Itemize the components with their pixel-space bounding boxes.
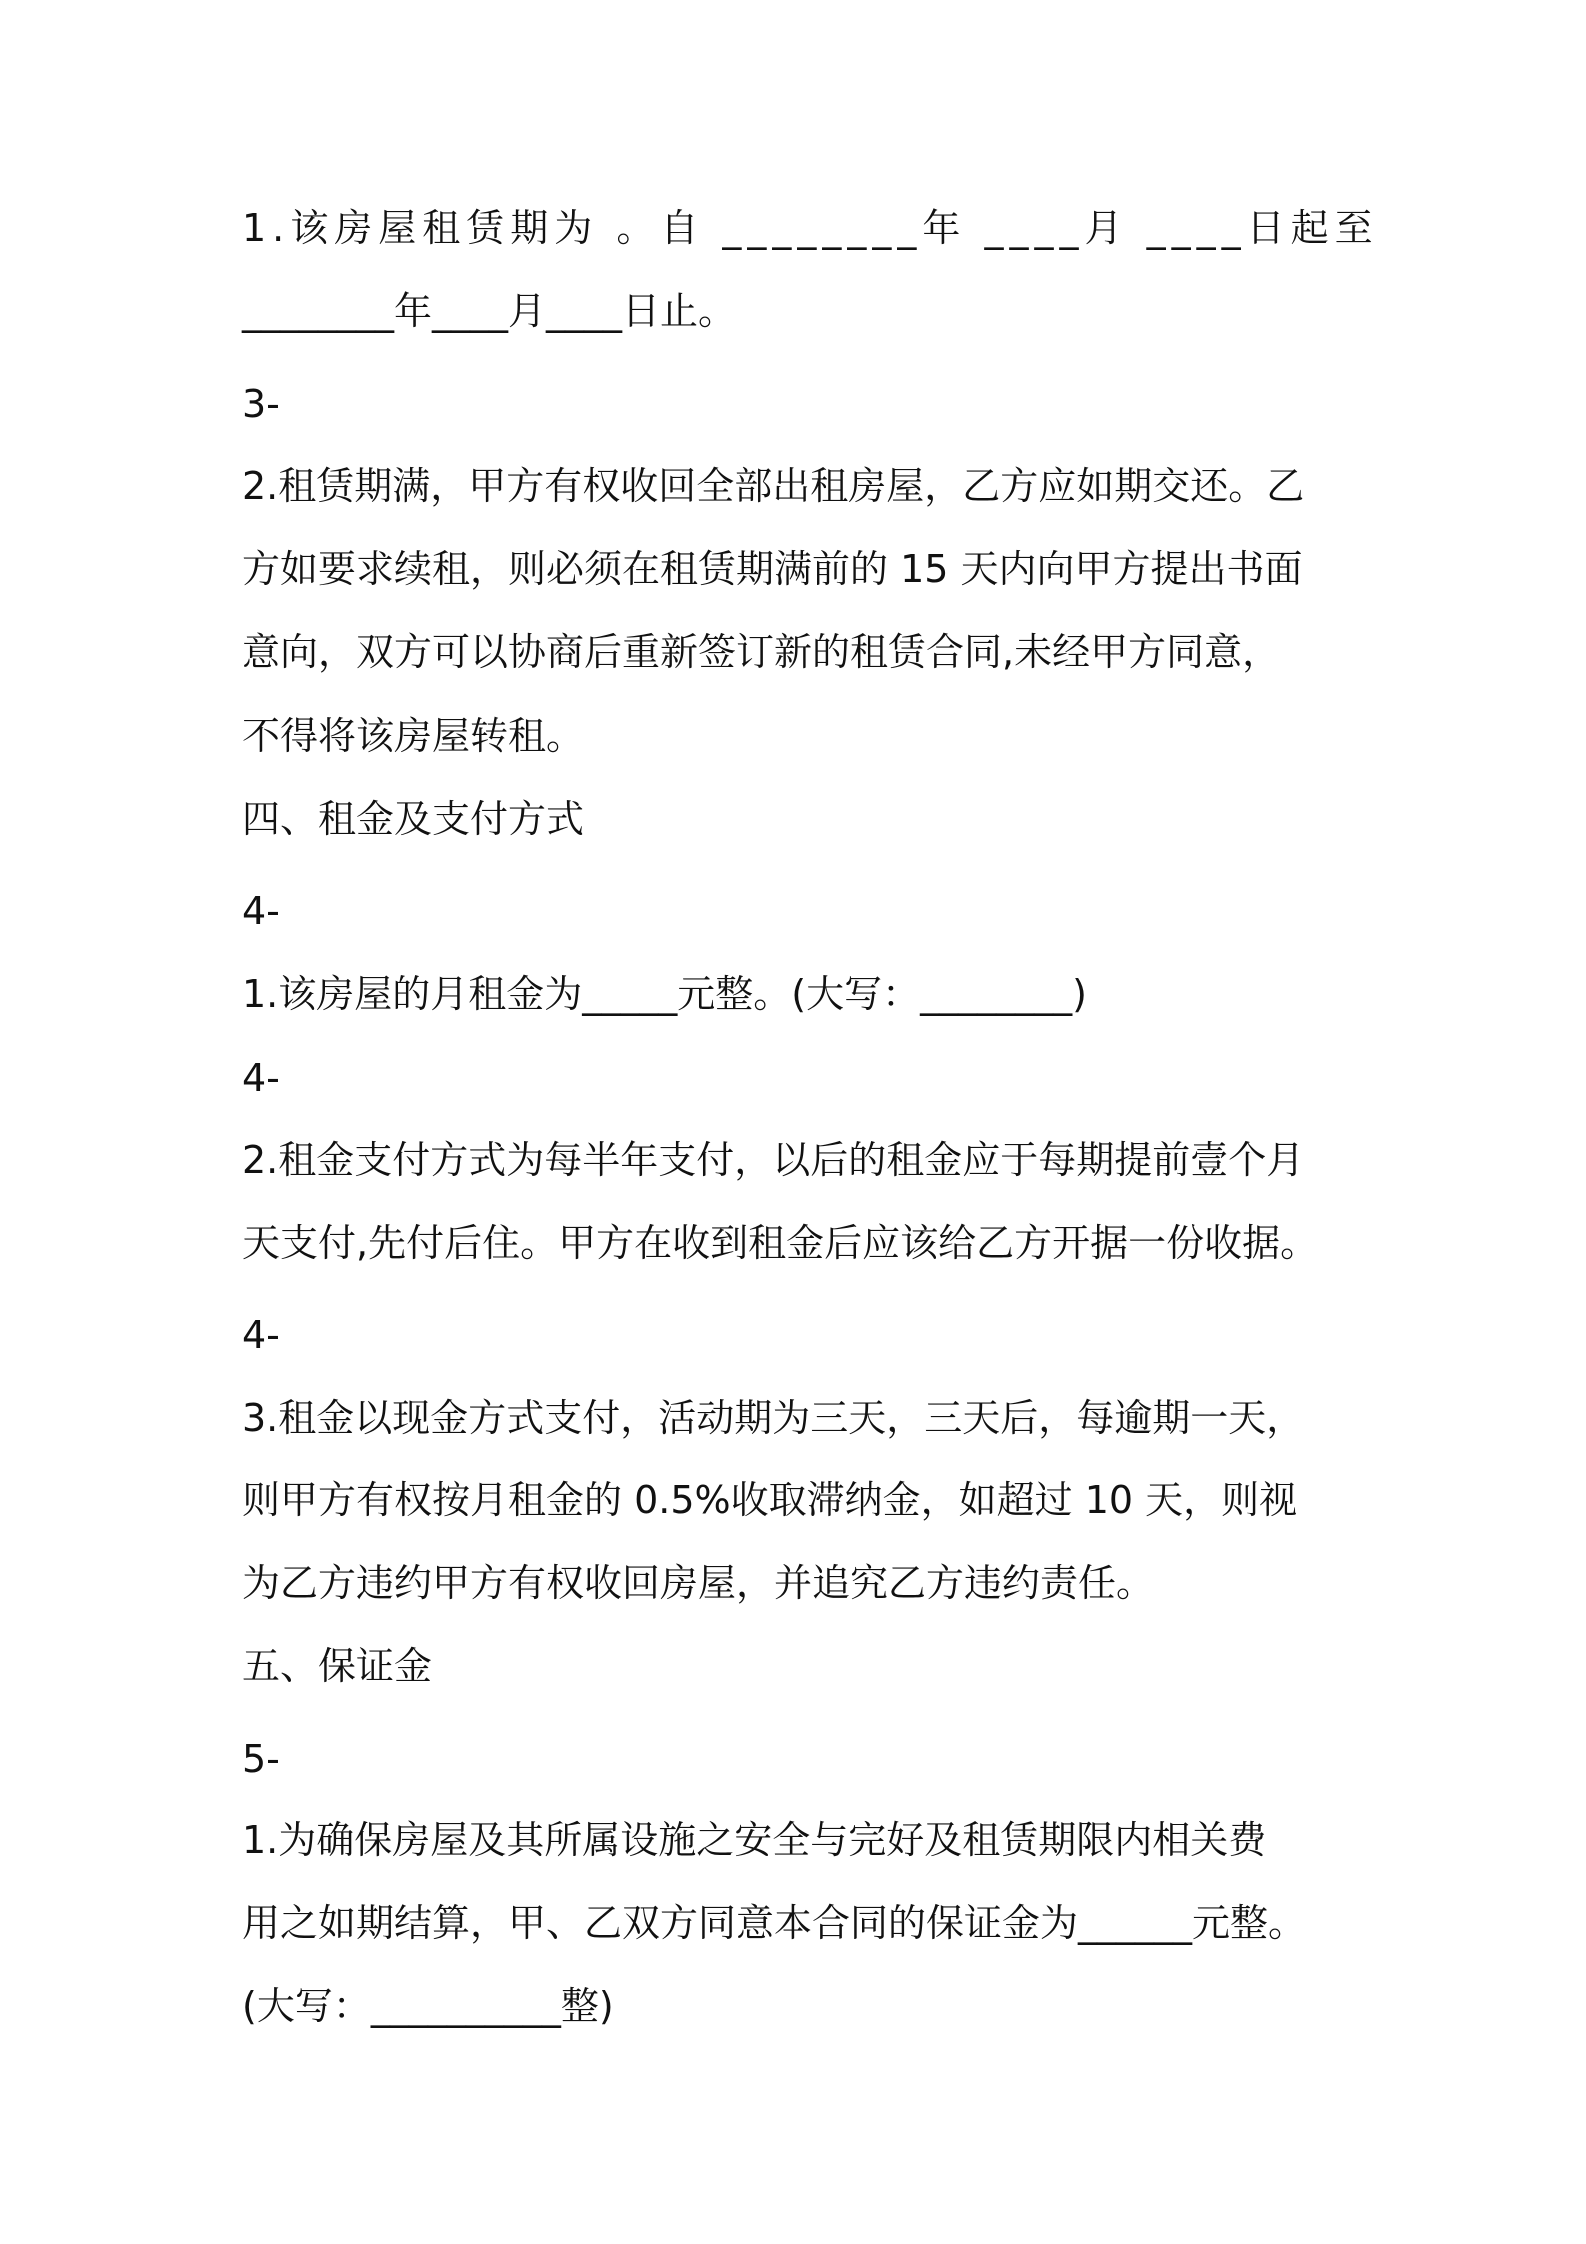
clause-5-1-line-1: 1.为确保房屋及其所属设施之安全与完好及租赁期限内相关费: [242, 1818, 1267, 1862]
clause-3-2-line-4: 不得将该房屋转租。: [242, 714, 585, 758]
clause-number: 3-: [242, 382, 280, 426]
clause-number: 5-: [242, 1737, 280, 1781]
clause-3-2-line-3: 意向，双方可以协商后重新签订新的租赁合同,未经甲方同意，: [242, 630, 1281, 674]
clause-4-1: 1.该房屋的月租金为_____元整。(大写：________): [242, 972, 1087, 1016]
clause-4-2-line-2: 天支付,先付后住。甲方在收到租金后应该给乙方开据一份收据。: [242, 1221, 1319, 1265]
clause-4-3-line-2: 则甲方有权按月租金的 0.5%收取滞纳金，如超过 10 天，则视: [242, 1478, 1298, 1522]
section-heading-deposit: 五、保证金: [242, 1644, 433, 1688]
section-heading-rent: 四、租金及支付方式: [242, 797, 585, 841]
clause-number: 4-: [242, 889, 280, 933]
clause-number: 4-: [242, 1313, 280, 1357]
clause-5-1-line-3: (大写：__________整): [242, 1984, 614, 2028]
clause-4-3-line-1: 3.租金以现金方式支付，活动期为三天，三天后，每逾期一天，: [242, 1396, 1305, 1440]
clause-4-3-line-3: 为乙方违约甲方有权收回房屋，并追究乙方违约责任。: [242, 1561, 1155, 1605]
clause-4-2-line-1: 2.租金支付方式为每半年支付，以后的租金应于每期提前壹个月: [242, 1138, 1305, 1182]
clause-3-2-line-1: 2.租赁期满，甲方有权收回全部出租房屋，乙方应如期交还。乙: [242, 464, 1305, 508]
clause-3-2-line-2: 方如要求续租，则必须在租赁期满前的 15 天内向甲方提出书面: [242, 547, 1303, 591]
clause-3-1-line-2: ________年____月____日止。: [242, 289, 737, 333]
clause-number: 4-: [242, 1056, 280, 1100]
clause-5-1-line-2: 用之如期结算，甲、乙双方同意本合同的保证金为______元整。: [242, 1901, 1307, 1945]
clause-3-1-line-1: 1.该房屋租赁期为 。自 ________年 ____月 ____日起至: [242, 206, 1379, 250]
